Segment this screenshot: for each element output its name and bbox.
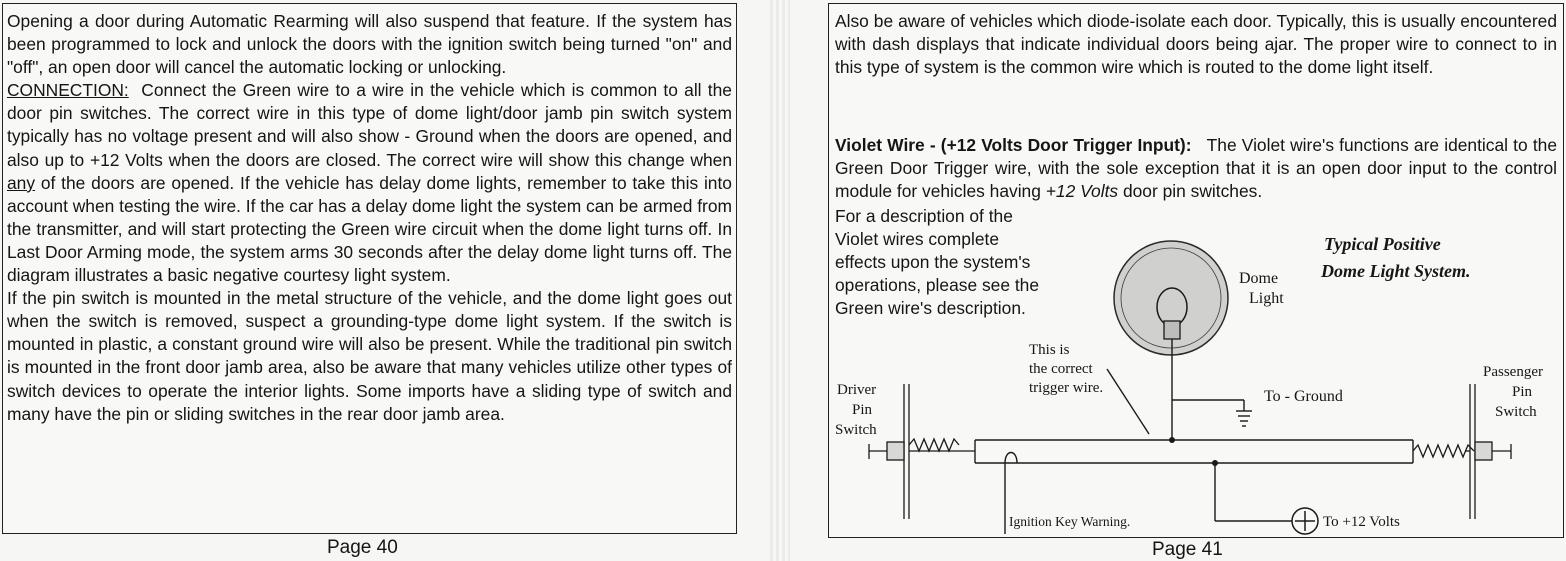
diagram-title — [1320, 234, 1471, 281]
trigger-label-line1: This is — [1029, 342, 1070, 358]
violet-heading: Violet Wire - (+12 Volts Door Trigger Input): — [835, 135, 1192, 155]
driver-pin-switch-icon — [869, 384, 975, 519]
ignition-label: Ignition Key Warning. — [1009, 514, 1131, 529]
violet-text-a: The Violet wire's functions are identical to the Green Door Trigger wire, with the sole exception that it is an open door input to the control module for vehicles having — [835, 135, 1557, 202]
diagram-title-line1: Typical Positive — [1324, 234, 1441, 254]
connection-text-b: of the doors are opened. If the vehicle has delay dome lights, remember to take this into account when testing the wire. If the car has a delay dome light the system can be armed from the transmitter, and will start protecting the Green wire circuit when the dome light turns off. In Last Door Arming mode, the system arms 30 seconds after the delay dome light turns off. The diagram illustrates a basic negative courtesy light system. — [7, 172, 732, 286]
passenger-label-line1: Passenger — [1483, 364, 1543, 380]
left-paragraph-2 — [7, 79, 732, 287]
connection-label: CONNECTION: — [7, 80, 129, 101]
junction-dot-top — [1169, 437, 1175, 443]
driver-label-line3: Switch — [835, 422, 877, 438]
violet-emphasis: +12 Volts — [1045, 181, 1119, 202]
left-text-box — [2, 3, 737, 534]
junction-dot-bottom — [1212, 460, 1218, 466]
diagram-title-line2: Dome Light System. — [1321, 261, 1471, 281]
page-number-left: Page 40 — [327, 537, 398, 558]
page-number-right: Page 41 — [1152, 539, 1223, 560]
left-body — [7, 10, 732, 426]
right-page — [790, 0, 1566, 561]
left-paragraph-1: Opening a door during Automatic Rearming will also suspend that feature. If the system has been programmed to lock and unlock the doors with the ignition switch being turned "on" and "off", an open door will cancel the automatic locking or unlocking. — [7, 11, 732, 78]
driver-label-line1: Driver — [837, 382, 877, 398]
driver-label-line2: Pin — [852, 402, 873, 418]
left-page — [0, 0, 770, 561]
violet-description: For a description of the Violet wires complete effects upon the system's operations, please see the Green wire's description. — [835, 206, 1040, 319]
ground-label: To - Ground — [1264, 388, 1343, 405]
dome-light-diagram — [829, 4, 1565, 539]
violet-text-b: door pin switches. — [1122, 181, 1263, 202]
right-text-box — [828, 3, 1564, 538]
trigger-label-line2: the correct — [1029, 361, 1093, 377]
left-paragraph-3: If the pin switch is mounted in the metal structure of the vehicle, and the dome light goes out when the switch is removed, suspect a grounding-type dome light system. If the switch is mounted in plastic, a constant ground wire will also be present. While the traditional pin switch is mounted in the front door jamb area, also be aware that many vehicles utilize other types of switch devices to operate the interior lights. Some imports have a sliding type of switch and many have the pin or sliding switches in the rear door jamb area. — [7, 288, 732, 424]
dome-label-line2: Light — [1249, 290, 1284, 307]
passenger-label-line2: Pin — [1512, 384, 1533, 400]
dome-label-line1: Dome — [1239, 270, 1279, 287]
page-gutter — [770, 0, 790, 561]
connection-text-a: Connect the Green wire to a wire in the vehicle which is common to all the door pin switches. The correct wire in this type of dome light/door jamb pin switch system typically has no voltage present and will also show - Ground when the doors are opened, and also up to +12 Volts when the doors are closed. The correct wire will show this change when — [7, 80, 732, 170]
connection-emphasis: any — [7, 172, 36, 193]
trigger-label-line3: trigger wire. — [1029, 380, 1104, 396]
right-paragraph-1: Also be aware of vehicles which diode-isolate each door. Typically, this is usually encountered with dash displays that indicate individual doors being ajar. The proper wire to connect to in this type of system is the common wire which is routed to the dome light itself. — [835, 11, 1557, 78]
dome-light-icon — [1114, 241, 1228, 355]
passenger-label-line3: Switch — [1495, 404, 1537, 420]
battery-label: To +12 Volts — [1323, 514, 1400, 530]
